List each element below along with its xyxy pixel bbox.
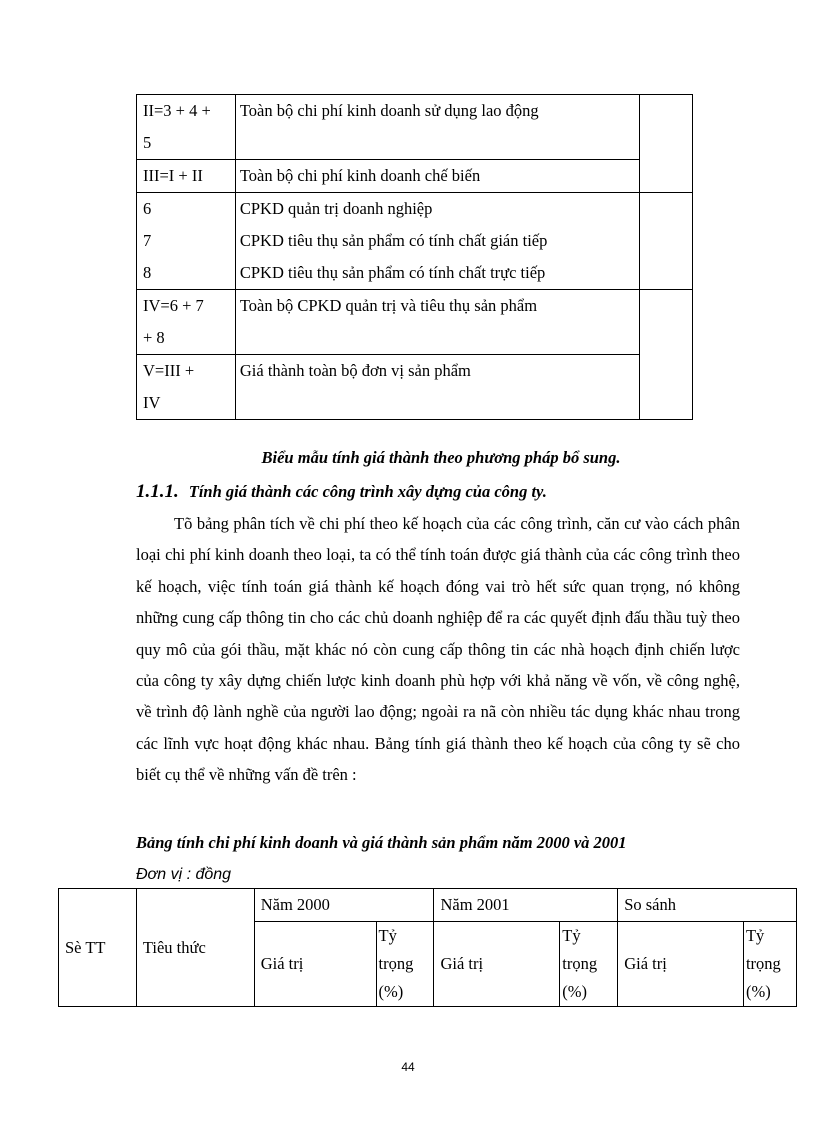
code-line: III=I + II bbox=[143, 166, 203, 185]
header-year-2001: Năm 2001 bbox=[434, 889, 618, 922]
body-paragraph bbox=[136, 508, 740, 791]
table-header-row bbox=[59, 889, 797, 922]
header-stt: Sè TT bbox=[59, 889, 137, 1007]
empty-cell bbox=[640, 193, 693, 290]
header-year-2000: Năm 2000 bbox=[254, 889, 434, 922]
table-row bbox=[137, 160, 693, 193]
code-line: IV bbox=[143, 393, 161, 412]
table-row bbox=[137, 355, 693, 420]
code-line: + 8 bbox=[143, 328, 165, 347]
section-number: 1.1.1. bbox=[136, 481, 179, 502]
code-line: II=3 + 4 + bbox=[143, 101, 211, 120]
header-ratio: Tỷ trọng (%) bbox=[376, 922, 434, 1007]
table-row bbox=[137, 290, 693, 355]
desc-line: CPKD tiêu thụ sản phẩm có tính chất gián tiếp bbox=[239, 231, 548, 250]
unit-label: Đơn vị : đồng bbox=[136, 866, 232, 883]
code-line: 7 bbox=[143, 231, 152, 250]
header-value: Giá trị bbox=[434, 922, 560, 1007]
desc-line: CPKD quản trị doanh nghiệp bbox=[239, 199, 433, 218]
row-code bbox=[137, 193, 236, 290]
row-code bbox=[137, 95, 236, 160]
cost-comparison-table bbox=[58, 888, 797, 1007]
table-caption: Biểu mẫu tính giá thành theo phương pháp bổ sung. bbox=[261, 448, 621, 467]
row-code bbox=[137, 290, 236, 355]
empty-cell bbox=[640, 95, 693, 193]
row-description bbox=[235, 95, 639, 160]
code-line: 5 bbox=[143, 133, 152, 152]
header-criteria: Tiêu thức bbox=[136, 889, 254, 1007]
table-row bbox=[137, 193, 693, 290]
section-title: Tính giá thành các công trình xây dựng của công ty. bbox=[188, 482, 547, 501]
header-ratio: Tỷ trọng (%) bbox=[560, 922, 618, 1007]
page-number: 44 bbox=[401, 1060, 415, 1074]
desc-line: Toàn bộ chi phí kinh doanh sử dụng lao động bbox=[239, 101, 539, 120]
cost-structure-table bbox=[136, 94, 693, 420]
code-line: 6 bbox=[143, 199, 152, 218]
desc-line: CPKD tiêu thụ sản phẩm có tính chất trực tiếp bbox=[239, 263, 546, 282]
row-description bbox=[235, 160, 639, 193]
header-ratio: Tỷ trọng (%) bbox=[743, 922, 796, 1007]
row-description bbox=[235, 290, 639, 355]
section-heading bbox=[136, 481, 547, 503]
row-code bbox=[137, 160, 236, 193]
desc-line: Toàn bộ CPKD quản trị và tiêu thụ sản phẩm bbox=[239, 296, 538, 315]
code-line: V=III + bbox=[143, 361, 195, 380]
code-line: 8 bbox=[143, 263, 152, 282]
header-value: Giá trị bbox=[254, 922, 376, 1007]
header-comparison: So sánh bbox=[618, 889, 797, 922]
row-description bbox=[235, 355, 639, 420]
desc-line: Toàn bộ chi phí kinh doanh chế biến bbox=[239, 166, 481, 185]
empty-cell bbox=[640, 290, 693, 420]
paragraph-text: Tõ bảng phân tích về chi phí theo kế hoạch của các công trình, căn cư vào cách phân loại chi phí kinh doanh theo loại, ta có thể tính toán được giá thành của các công trình theo kế hoạch, việc tính toán giá thành kế hoạch đóng vai trò hết sức quan trọng, nó không những cung cấp thông tin cho các chủ doanh nghiệp để ra các quyết định đấu thầu tuỳ theo quy mô của gói thầu, mặt khác nó còn cung cấp thông tin các nhà hoạch định chiến lược của công ty xây dựng chiến lược kinh doanh phù hợp với khả năng về vốn, về công nghệ, về trình độ lành nghề của người lao động; ngoài ra nã còn nhiều tác dụng khác nhau trong các lĩnh vực hoạt động khác nhau. Bảng tính giá thành theo kế hoạch của công ty sẽ cho biết cụ thể về những vấn đề trên : bbox=[136, 514, 740, 785]
desc-line: Giá thành toàn bộ đơn vị sản phẩm bbox=[239, 361, 471, 380]
row-code bbox=[137, 355, 236, 420]
code-line: IV=6 + 7 bbox=[143, 296, 204, 315]
row-description bbox=[235, 193, 639, 290]
header-value: Giá trị bbox=[618, 922, 744, 1007]
table-title: Bảng tính chi phí kinh doanh và giá thành sản phẩm năm 2000 và 2001 bbox=[136, 833, 627, 852]
table-row bbox=[137, 95, 693, 160]
